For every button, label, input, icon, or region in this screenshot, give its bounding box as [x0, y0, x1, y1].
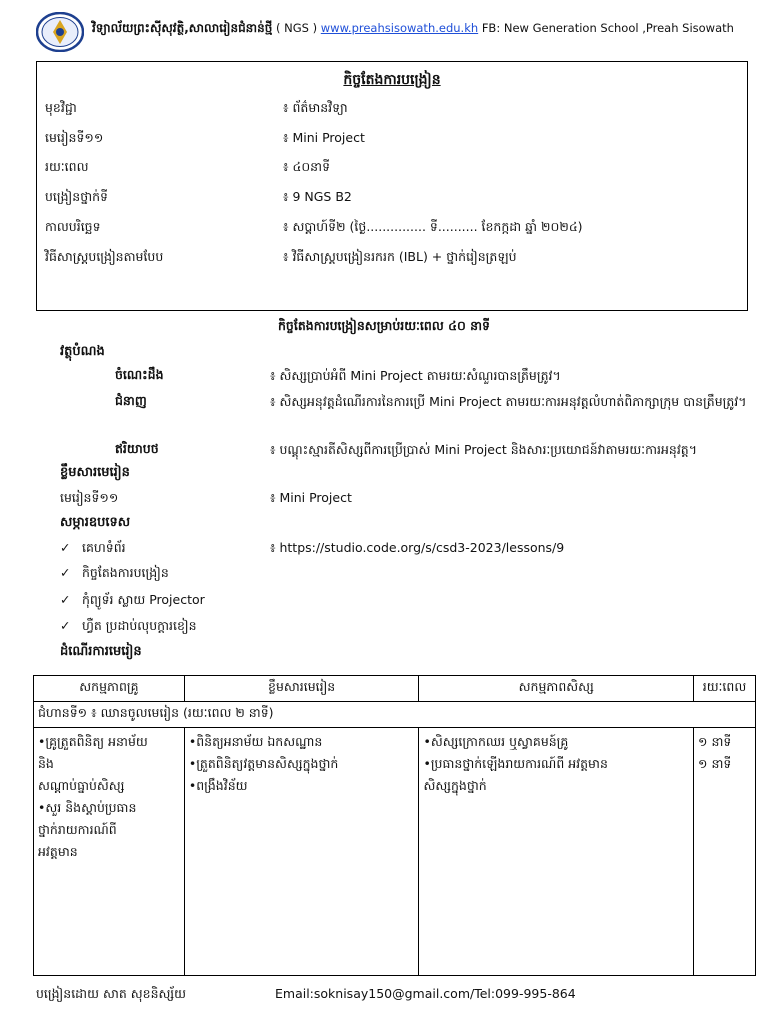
material-label: កុំព្យូទ័រ ស្លាយ Projector	[82, 592, 205, 607]
cell-line: និង	[38, 756, 54, 771]
info-key: វិធីសាស្ត្របង្រៀនតាមបែប	[45, 249, 164, 264]
info-row-duration	[45, 159, 330, 178]
info-key: រយៈពេល	[45, 159, 89, 174]
material-item	[60, 618, 197, 637]
cell-line: •ពង្រឹងវិន័យ	[188, 778, 248, 793]
cell-line: •គ្រូត្រួតពិនិត្យ អនាម័យ	[38, 734, 148, 749]
table-row	[34, 728, 756, 976]
check-icon: ✓	[60, 540, 71, 555]
check-icon: ✓	[60, 592, 71, 607]
info-row-lesson	[45, 130, 365, 149]
cell-line: សិស្សក្នុងថ្នាក់	[423, 778, 487, 793]
material-label: ហ្វឺត ប្រដាប់លុបក្តារខៀន	[82, 618, 197, 633]
info-value: ៖ Mini Project	[283, 130, 365, 145]
facebook-text: FB: New Generation School ,Preah Sisowath	[481, 21, 734, 35]
school-logo	[36, 12, 84, 52]
material-item	[60, 592, 205, 611]
material-item	[60, 565, 169, 584]
info-value: ៖ សប្តាហ៍ទី២ (ថ្ងៃ............... ទី.......... ខែកក្កដា ឆ្នាំ ២០២៤)	[283, 219, 583, 234]
material-website-value[interactable]: ៖ https://studio.code.org/s/csd3-2023/lessons/9	[270, 540, 565, 555]
info-value: ៖ 9 NGS B2	[283, 189, 352, 204]
table-step-row	[34, 702, 756, 728]
school-abbr: ( NGS )	[276, 21, 318, 35]
info-key: មុខវិជ្ជា	[45, 100, 77, 115]
info-key: កាលបរិច្ឆេទ	[45, 219, 101, 234]
procedure-heading: ដំណើរការមេរៀន	[60, 644, 142, 659]
objective-skill-value: ៖ សិស្សអនុវត្តដំណើរការនៃការប្រើ Mini Project តាមរយៈការអនុវត្តលំហាត់ពិភាក្សាក្រុម បានត្រឹមត្រូវ។	[270, 394, 747, 409]
info-row-class	[45, 189, 352, 208]
info-row-subject	[45, 100, 348, 119]
objective-knowledge-key: ចំណេះដឹង	[115, 367, 164, 382]
lesson-plan-title: កិច្ចតែងការបង្រៀន	[343, 72, 441, 88]
col-header-time: រយៈពេល	[694, 676, 756, 702]
col-header-student: សកម្មភាពសិស្ស	[419, 676, 694, 702]
info-value: ៖ ព័ត៌មានវិទ្យា	[283, 100, 348, 115]
step-title: ជំហានទី១ ៖ ឈានចូលមេរៀន (រយៈពេល ២ នាទី)	[34, 702, 756, 728]
check-icon: ✓	[60, 565, 71, 580]
website-link[interactable]: www.preahsisowath.edu.kh	[320, 21, 479, 35]
procedure-table	[33, 675, 756, 976]
header-text	[92, 20, 734, 38]
material-label: កិច្ចតែងការបង្រៀន	[82, 565, 169, 580]
col-header-teacher: សកម្មភាពគ្រូ	[34, 676, 185, 702]
lesson-content-cell	[184, 728, 419, 976]
footer-contact: Email:soknisay150@gmail.com/Tel:099-995-864	[275, 986, 576, 1001]
objectives-heading: វត្ថុបំណង	[60, 344, 105, 359]
footer-teacher: បង្រៀនដោយ សាត សុខនិស្ស័យ	[36, 986, 187, 1001]
page-header	[36, 12, 766, 52]
table-header-row	[34, 676, 756, 702]
cell-line: ថ្នាក់រាយការណ៍ពី	[38, 822, 117, 837]
school-name: វិទ្យាល័យព្រះស៊ីសុវត្ថិ,សាលារៀនជំនាន់ថ្មី	[92, 21, 273, 35]
content-lesson-key: មេរៀនទី១១	[60, 490, 119, 505]
objective-knowledge-value: ៖ សិស្សប្រាប់អំពី Mini Project តាមរយៈសំណួរបានត្រឹមត្រូវ។	[270, 368, 561, 383]
content-lesson-value: ៖ Mini Project	[270, 490, 352, 505]
material-item	[60, 540, 126, 559]
lesson-info-box	[36, 61, 748, 311]
cell-line: •ពិនិត្យអនាម័យ ឯកសណ្ឋាន	[188, 734, 323, 749]
cell-line: អវត្តមាន	[38, 844, 78, 859]
cell-line: ១ នាទី	[698, 756, 732, 771]
objective-attitude-value: ៖ បណ្តុះស្មារតីសិស្សពីការប្រើប្រាស់ Mini Project និងសារៈប្រយោជន៍វាតាមរយៈការអនុវត្ត។	[270, 442, 697, 457]
info-row-date	[45, 219, 583, 238]
material-label: គេហទំព័រ	[82, 540, 126, 555]
info-value: ៖ វិធីសាស្ត្របង្រៀនរករក (IBL) + ថ្នាក់រៀនត្រឡប់	[283, 249, 517, 264]
col-header-content: ខ្លឹមសារមេរៀន	[184, 676, 419, 702]
cell-line: •ត្រួតពិនិត្យវត្តមានសិស្សក្នុងថ្នាក់	[188, 756, 339, 771]
cell-line: •សួរ និងស្តាប់ប្រធាន	[38, 800, 137, 815]
cell-line: •ប្រធានថ្នាក់ឡើងរាយការណ៍ពី អវត្តមាន	[423, 756, 608, 771]
section-subtitle: កិច្ចតែងការបង្រៀនសម្រាប់រយៈពេល ៤០ នាទី	[278, 318, 490, 333]
info-row-method	[45, 249, 517, 268]
info-value: ៖ ៤០នាទី	[283, 159, 331, 174]
teacher-activity-cell	[34, 728, 185, 976]
cell-line: •សិស្សក្រោកឈរ ឬស្វាគមន៍គ្រូ	[423, 734, 569, 749]
materials-heading: សម្ភារឧបទេស	[60, 515, 131, 530]
objective-skill-key: ជំនាញ	[115, 393, 147, 408]
info-key: មេរៀនទី១១	[45, 130, 104, 145]
cell-line: ១ នាទី	[698, 734, 732, 749]
info-key: បង្រៀនថ្នាក់ទី	[45, 189, 108, 204]
student-activity-cell	[419, 728, 694, 976]
time-cell	[694, 728, 756, 976]
cell-line: សណ្តាប់ធ្នាប់សិស្ស	[38, 778, 125, 793]
check-icon: ✓	[60, 618, 71, 633]
content-heading: ខ្លឹមសារមេរៀន	[60, 465, 130, 480]
objective-attitude-key: ឥរិយាបថ	[115, 441, 159, 456]
